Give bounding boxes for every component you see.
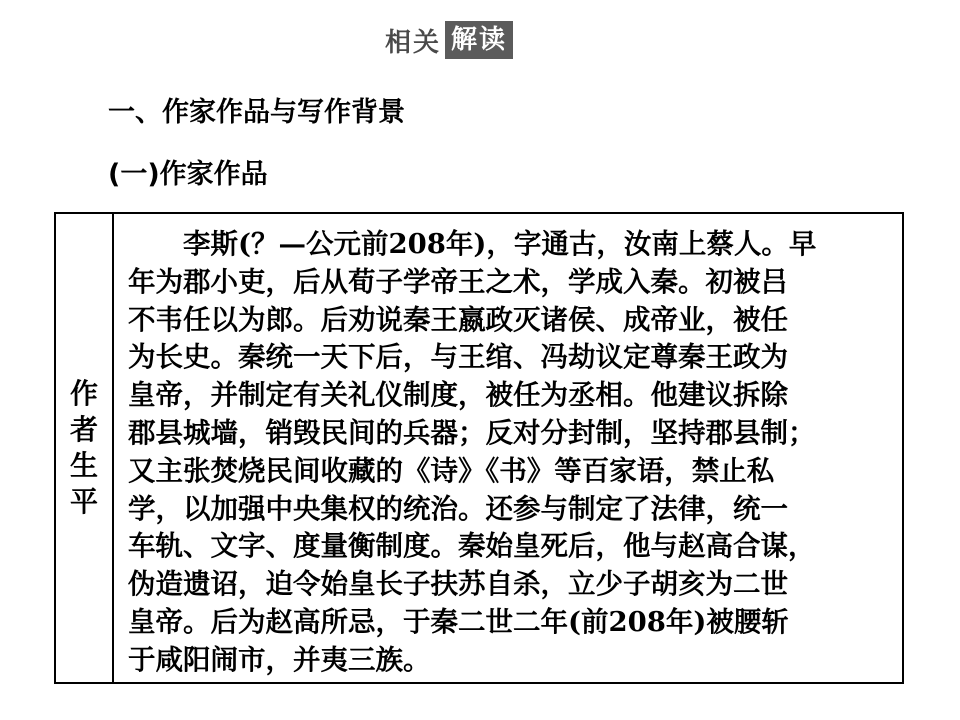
biography-line: 又主张焚烧民间收藏的《诗》《书》等百家语，禁止私	[128, 454, 775, 487]
biography-line: 皇帝，并制定有关礼仪制度，被任为丞相。他建议拆除	[128, 379, 788, 412]
biography-line: 李斯(？—公元前208年)，字通古，汝南上蔡人。早	[183, 228, 817, 260]
biography-line: 伪造遗诏，迫令始皇长子扶苏自杀，立少子胡亥为二世	[128, 568, 788, 601]
header-title-boxed: 解读	[445, 21, 513, 59]
biography-line: 于咸阳闹市，并夷三族。	[128, 643, 431, 676]
biography-line: 为长史。秦统一天下后，与王绾、冯劫议定尊秦王政为	[128, 341, 788, 374]
label-char: 者	[69, 413, 98, 446]
label-char: 生	[69, 449, 98, 482]
author-biography-table	[54, 212, 904, 684]
biography-line: 皇帝。后为赵高所忌，于秦二世二年(前208年)被腰斩	[128, 605, 789, 638]
biography-line: 年为郡小吏，后从荀子学帝王之术，学成入秦。初被吕	[128, 265, 788, 298]
label-char: 平	[69, 485, 98, 518]
header-title-normal: 相关	[385, 27, 442, 58]
biography-label-cell	[56, 214, 114, 682]
label-char: 作	[69, 377, 98, 410]
biography-line: 学，以加强中央集权的统治。还参与制定了法律，统一	[128, 492, 788, 525]
biography-line: 郡县城墙，销毁民间的兵器；反对分封制，坚持郡县制；	[128, 416, 816, 449]
biography-text-cell	[114, 214, 902, 682]
section-header	[385, 20, 513, 60]
biography-line: 车轨、文字、度量衡制度。秦始皇死后，他与赵高合谋，	[128, 530, 816, 563]
heading-author-works: (一)作家作品	[108, 159, 268, 190]
heading-author-works-background: 一、作家作品与写作背景	[108, 97, 405, 128]
biography-line: 不韦任以为郎。后劝说秦王嬴政灭诸侯、成帝业，被任	[128, 303, 788, 336]
